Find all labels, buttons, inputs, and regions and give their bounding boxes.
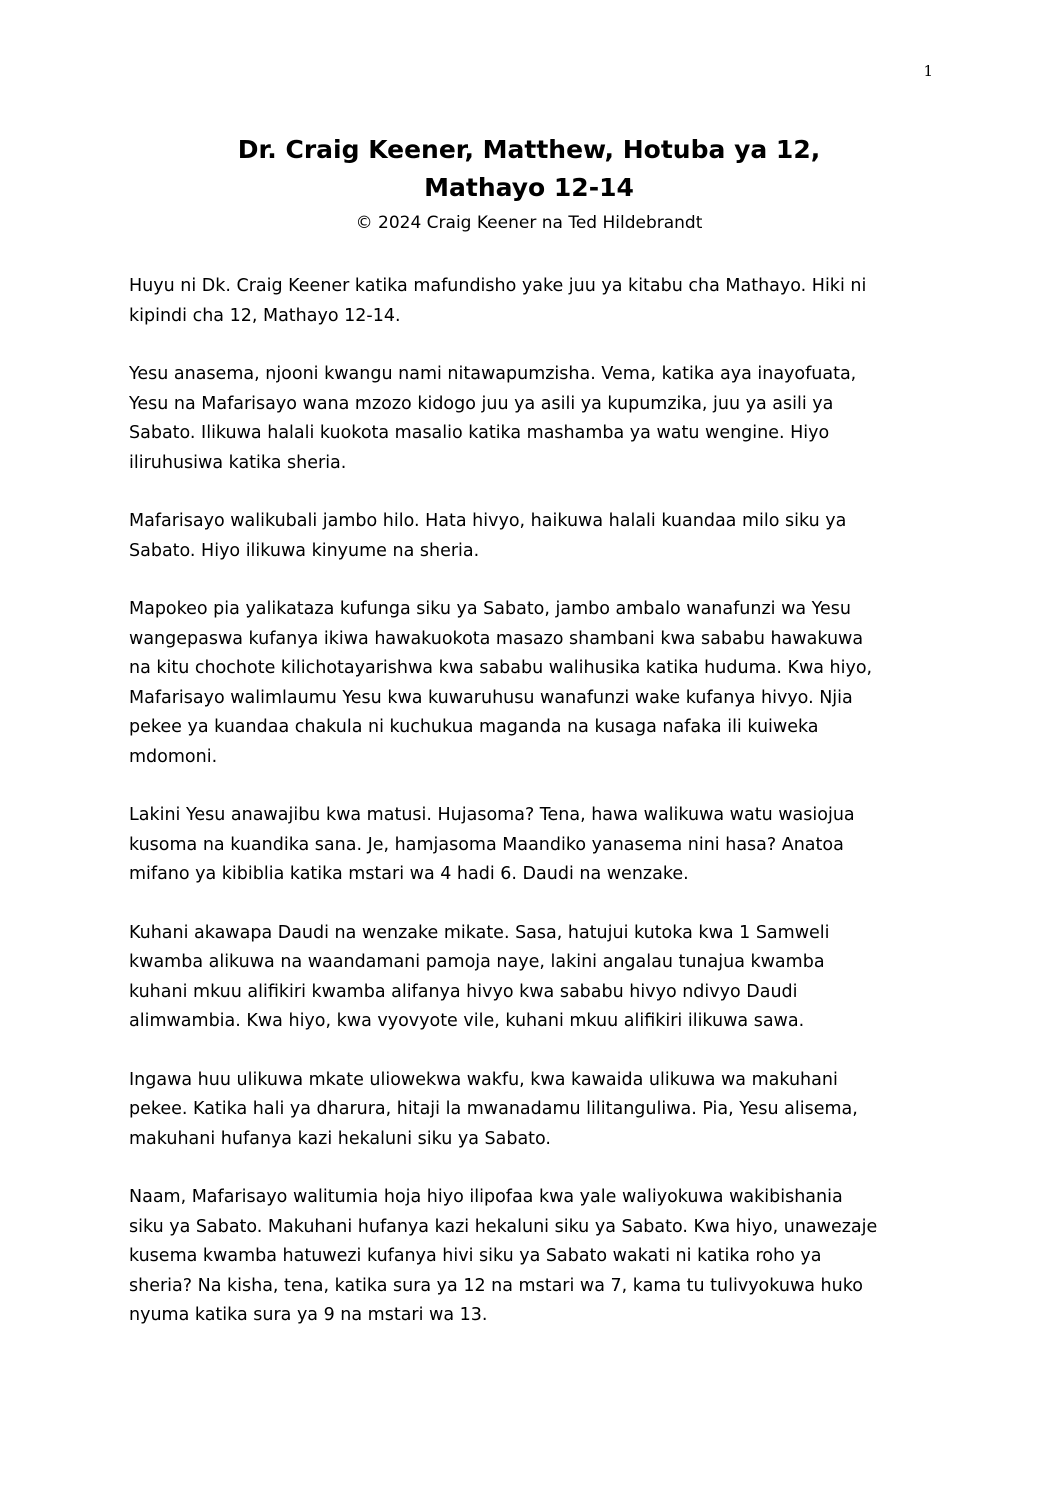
paragraph-line: Lakini Yesu anawajibu kwa matusi. Hujasoma? Tena, hawa walikuwa watu wasiojua: [129, 805, 855, 825]
paragraph-line: Mapokeo pia yalikataza kufunga siku ya Sabato, jambo ambalo wanafunzi wa Yesu: [129, 599, 852, 619]
paragraph-line: iliruhusiwa katika sheria.: [129, 452, 347, 473]
paragraph-line: kuhani mkuu alifikiri kwamba alifanya hivyo kwa sababu hivyo ndivyo Daudi: [129, 981, 798, 1002]
paragraph-line: Naam, Mafarisayo walitumia hoja hiyo ilipofaa kwa yale waliyokuwa wakibishania: [129, 1187, 843, 1207]
paragraph-line: siku ya Sabato. Makuhani hufanya kazi hekaluni siku ya Sabato. Kwa hiyo, unawezaje: [129, 1216, 878, 1237]
paragraph: [129, 1066, 929, 1155]
paragraph-line: nyuma katika sura ya 9 na mstari wa 13.: [129, 1305, 488, 1325]
paragraph: [129, 801, 929, 890]
paragraph-line: Yesu anasema, njooni kwangu nami nitawapumzisha. Vema, katika aya inayofuata,: [129, 364, 857, 384]
paragraph-line: pekee. Katika hali ya dharura, hitaji la mwanadamu lilitanguliwa. Pia, Yesu alisema,: [129, 1099, 858, 1119]
paragraph: [129, 1183, 929, 1331]
paragraph-line: sheria? Na kisha, tena, katika sura ya 12 na mstari wa 7, kama tu tulivyokuwa huko: [129, 1275, 863, 1296]
paragraph-line: makuhani hufanya kazi hekaluni siku ya Sabato.: [129, 1128, 551, 1149]
paragraph-line: na kitu chochote kilichotayarishwa kwa sababu walihusika katika huduma. Kwa hiyo,: [129, 658, 873, 678]
paragraph-line: Sabato. Ilikuwa halali kuokota masalio katika mashamba ya watu wengine. Hiyo: [129, 423, 830, 443]
document-title-line-2: Mathayo 12-14: [424, 173, 634, 202]
document-header: [0, 131, 1058, 236]
paragraph-line: kusoma na kuandika sana. Je, hamjasoma Maandiko yanasema nini hasa? Anatoa: [129, 834, 844, 855]
paragraph-line: Mafarisayo walimlaumu Yesu kwa kuwaruhusu wanafunzi wake kufanya hivyo. Njia: [129, 687, 853, 708]
paragraph-line: mifano ya kibiblia katika mstari wa 4 hadi 6. Daudi na wenzake.: [129, 864, 689, 884]
paragraph-line: Sabato. Hiyo ilikuwa kinyume na sheria.: [129, 540, 480, 561]
paragraph: [129, 360, 929, 478]
paragraph-line: alimwambia. Kwa hiyo, kwa vyovyote vile, kuhani mkuu alifikiri ilikuwa sawa.: [129, 1011, 805, 1031]
paragraph-line: mdomoni.: [129, 746, 218, 767]
paragraph-line: Huyu ni Dk. Craig Keener katika mafundisho yake juu ya kitabu cha Mathayo. Hiki ni: [129, 276, 867, 296]
paragraph: [129, 507, 929, 566]
paragraph-line: wangepaswa kufanya ikiwa hawakuokota masazo shambani kwa sababu hawakuwa: [129, 628, 864, 649]
paragraph: [129, 272, 929, 331]
paragraph-line: Yesu na Mafarisayo wana mzozo kidogo juu ya asili ya kupumzika, juu ya asili ya: [129, 393, 834, 414]
document-title-line-1: Dr. Craig Keener, Matthew, Hotuba ya 12,: [237, 135, 821, 164]
page-number: 1: [923, 62, 933, 80]
paragraph-line: Kuhani akawapa Daudi na wenzake mikate. Sasa, hatujui kutoka kwa 1 Samweli: [129, 922, 830, 943]
copyright-notice: © 2024 Craig Keener na Ted Hildebrandt: [355, 213, 703, 233]
paragraph-line: kipindi cha 12, Mathayo 12-14.: [129, 305, 401, 326]
paragraph: [129, 919, 929, 1037]
paragraph-line: kwamba alikuwa na waandamani pamoja naye, lakini angalau tunajua kwamba: [129, 952, 825, 972]
paragraph-line: Mafarisayo walikubali jambo hilo. Hata hivyo, haikuwa halali kuandaa milo siku ya: [129, 511, 847, 531]
paragraph-line: pekee ya kuandaa chakula ni kuchukua maganda na kusaga nafaka ili kuiweka: [129, 717, 819, 737]
document-body: [129, 272, 929, 1360]
paragraph-line: Ingawa huu ulikuwa mkate uliowekwa wakfu, kwa kawaida ulikuwa wa makuhani: [129, 1069, 838, 1090]
paragraph-line: kusema kwamba hatuwezi kufanya hivi siku ya Sabato wakati ni katika roho ya: [129, 1246, 822, 1266]
paragraph: [129, 595, 929, 772]
